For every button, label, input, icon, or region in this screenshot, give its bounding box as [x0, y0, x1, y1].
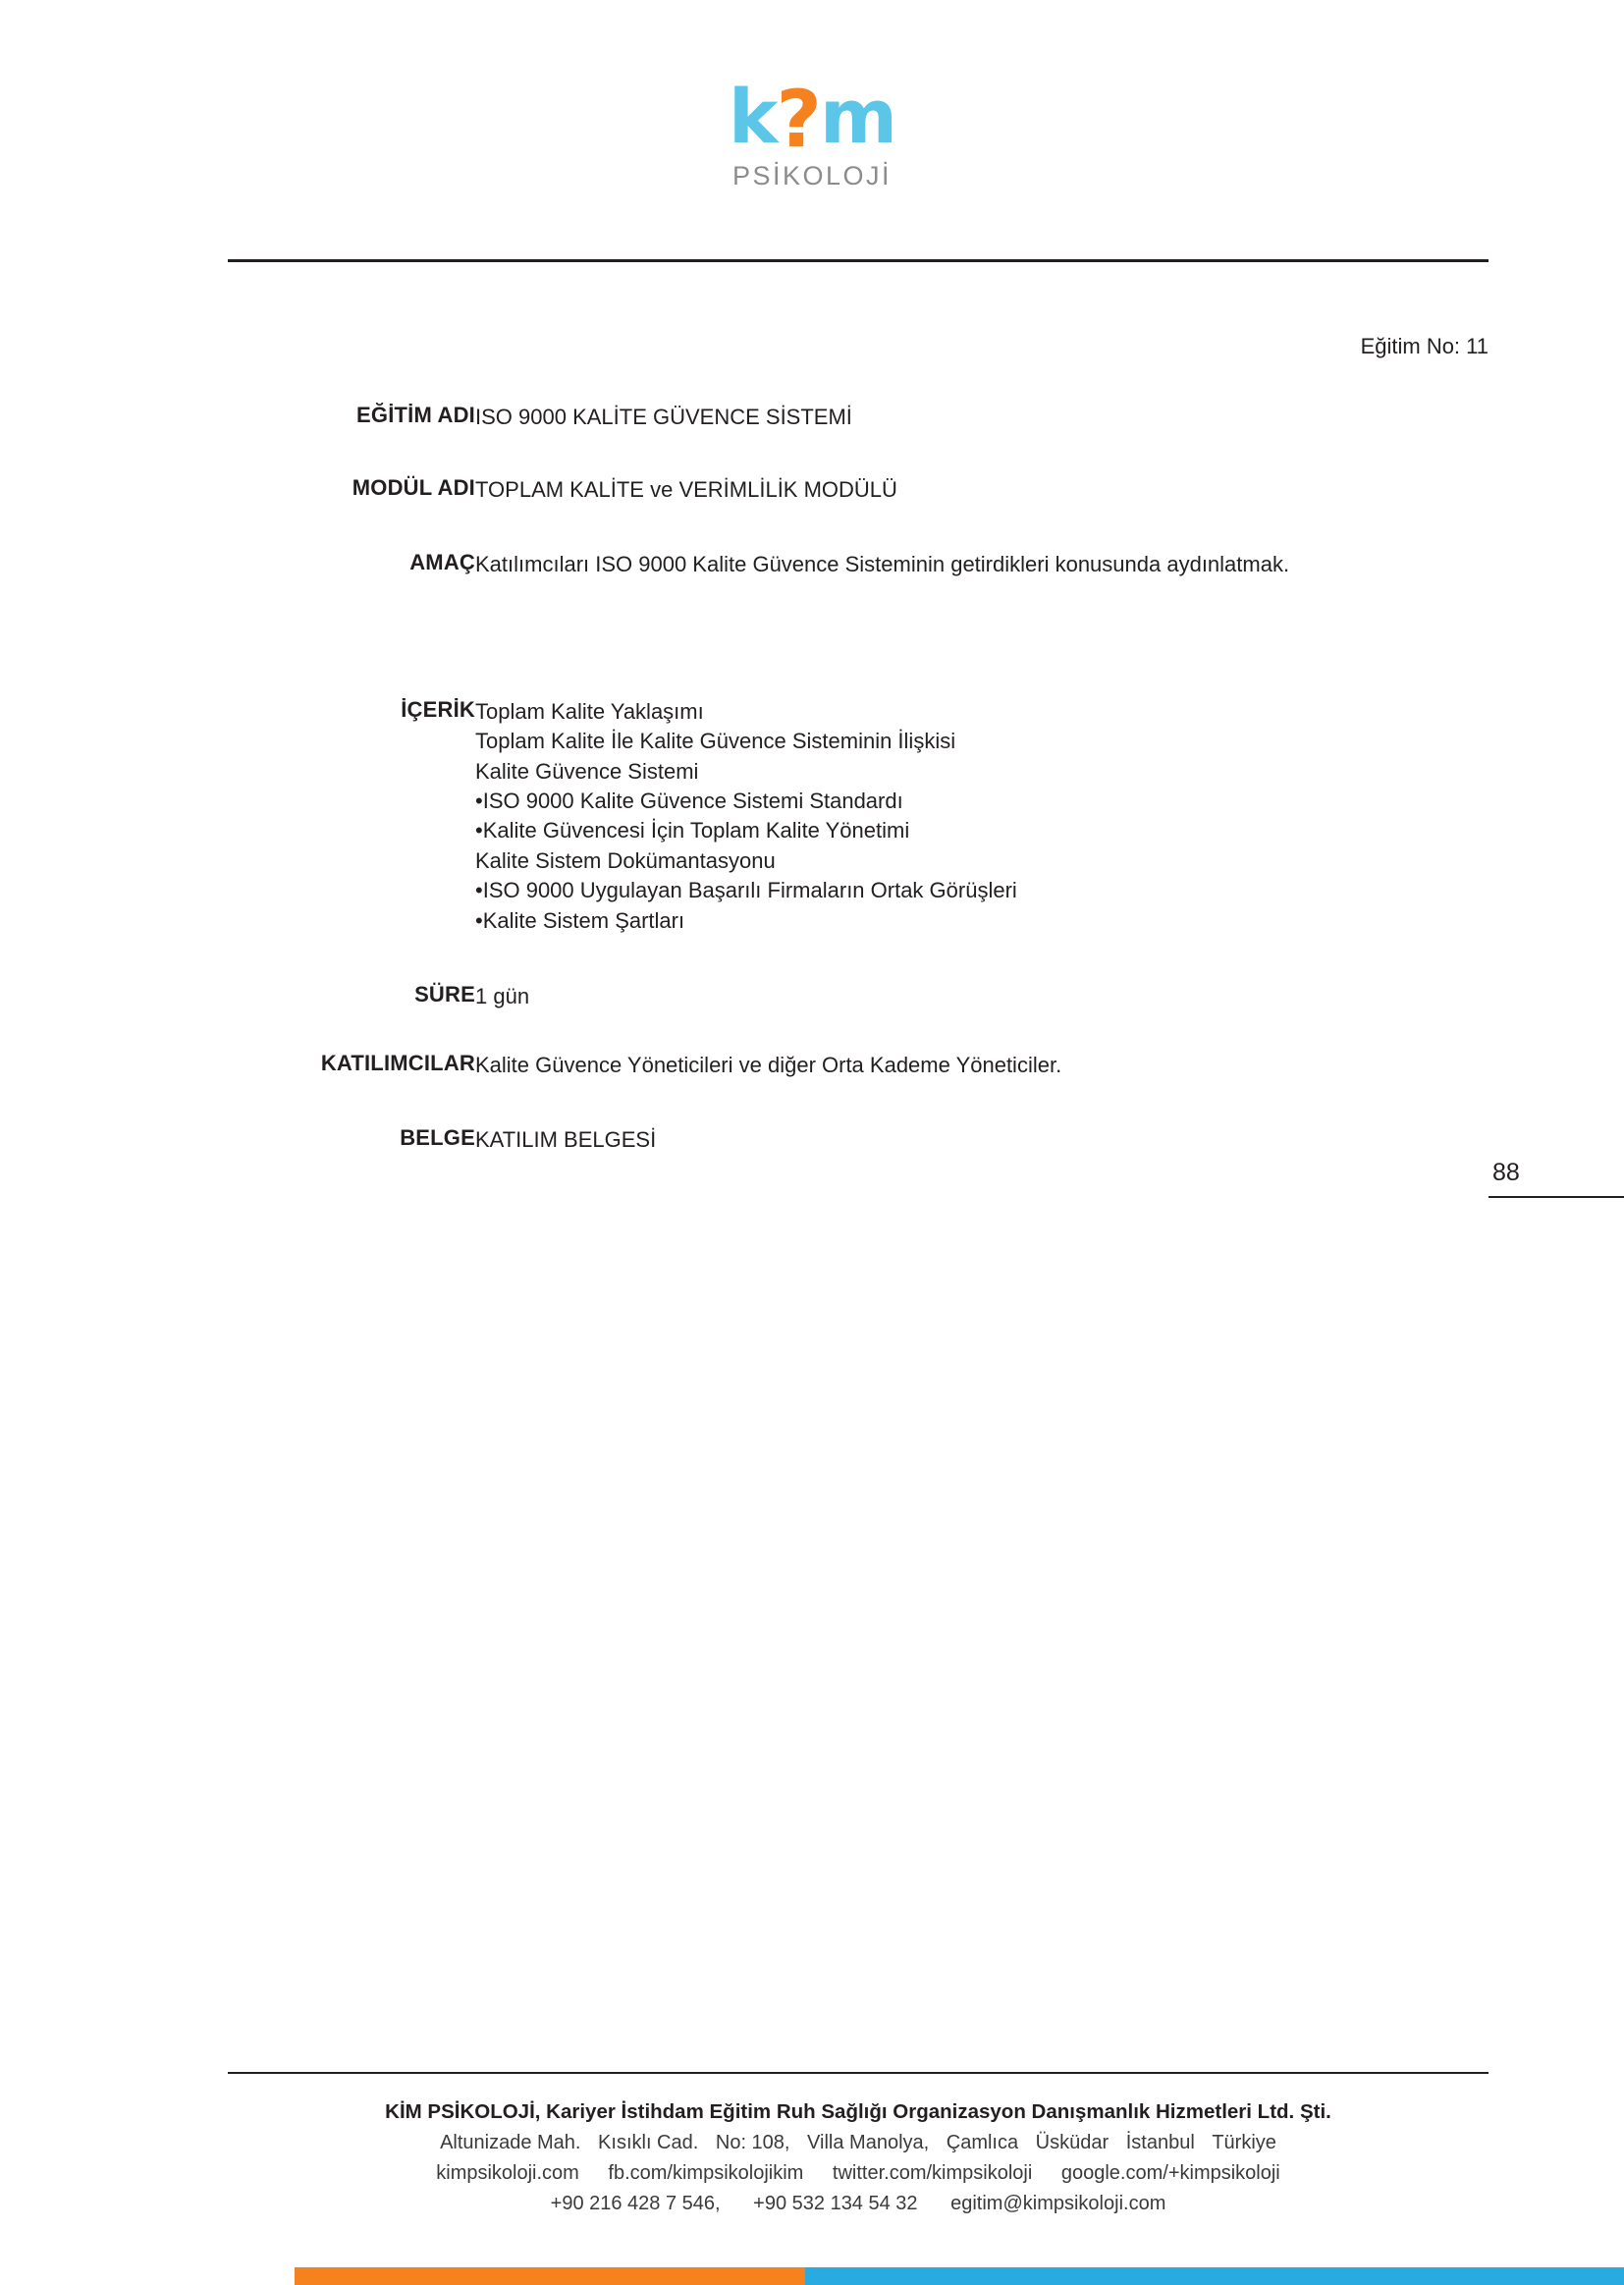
bar-segment-orange: [295, 2267, 805, 2285]
footer-link-website[interactable]: kimpsikoloji.com: [436, 2161, 579, 2184]
footer-phone-1: +90 216 428 7 546,: [550, 2192, 721, 2214]
table-row-egitim-adi: [228, 403, 1489, 475]
label-icerik: İÇERİK: [401, 697, 475, 722]
footer-address-part: Altunizade Mah.: [440, 2131, 581, 2153]
label-sure: SÜRE: [414, 982, 475, 1006]
label-katilimcilar: KATILIMCILAR: [320, 1051, 475, 1075]
value-modul-adi: TOPLAM KALİTE ve VERİMLİLİK MODÜLÜ: [475, 477, 897, 502]
icerik-line: •ISO 9000 Kalite Güvence Sistemi Standardı: [475, 789, 903, 814]
label-amac: AMAÇ: [409, 550, 475, 574]
logo-letter-k: k: [728, 73, 777, 160]
table-row-belge: [228, 1125, 1489, 1184]
icerik-line: •ISO 9000 Uygulayan Başarılı Firmaların Ortak Görüşleri: [475, 878, 1017, 903]
table-row-modul-adi: [228, 475, 1489, 550]
value-egitim-adi: ISO 9000 KALİTE GÜVENCE SİSTEMİ: [475, 405, 852, 429]
icerik-line: •Kalite Sistem Şartları: [475, 907, 685, 933]
icerik-line: Kalite Güvence Sistemi: [475, 758, 699, 784]
footer-link-twitter[interactable]: twitter.com/kimpsikoloji: [832, 2161, 1033, 2184]
footer-address-part: Türkiye: [1212, 2131, 1276, 2153]
footer-link-google[interactable]: google.com/+kimpsikoloji: [1060, 2161, 1280, 2184]
icerik-line: Toplam Kalite Yaklaşımı: [475, 699, 704, 724]
value-sure: 1 gün: [475, 984, 530, 1008]
bottom-color-bar: [0, 2267, 1624, 2285]
logo-subtitle: PSİKOLOJİ: [731, 161, 893, 190]
footer-contact: [228, 2189, 1489, 2219]
footer-email[interactable]: egitim@kimpsikoloji.com: [950, 2192, 1166, 2214]
footer-link-facebook[interactable]: fb.com/kimpsikolojikim: [608, 2161, 804, 2184]
footer-company: KİM PSİKOLOJİ, Kariyer İstihdam Eğitim Ruh Sağlığı Organizasyon Danışmanlık Hizmetleri Ltd. Şti.: [385, 2100, 1331, 2123]
bar-segment-blue: [805, 2267, 1624, 2285]
icerik-line: •Kalite Güvencesi İçin Toplam Kalite Yönetimi: [475, 818, 910, 843]
logo-wordmark: [728, 73, 896, 165]
footer-address-part: Villa Manolya,: [807, 2131, 930, 2153]
table-row-icerik: [228, 697, 1489, 982]
value-amac: Katılımcıları ISO 9000 Kalite Güvence Sisteminin getirdikleri konusunda aydınlatmak.: [475, 552, 1290, 576]
page-number: 88: [1492, 1159, 1520, 1186]
brand-logo: [0, 73, 1624, 190]
value-belge: KATILIM BELGESİ: [475, 1127, 657, 1152]
header-divider: [228, 259, 1489, 262]
footer-web-links: [228, 2158, 1489, 2189]
table-row-katilimcilar: [228, 1051, 1489, 1125]
footer-address-part: No: 108,: [715, 2131, 790, 2153]
footer-divider: [228, 2072, 1489, 2074]
training-details-table: [228, 403, 1489, 1184]
table-row-sure: [228, 982, 1489, 1051]
label-modul-adi: MODÜL ADI: [352, 475, 475, 500]
page-footer: [228, 2096, 1489, 2219]
icerik-line: Kalite Sistem Dokümantasyonu: [475, 847, 776, 873]
value-icerik: [475, 697, 1489, 982]
footer-address-part: İstanbul: [1125, 2131, 1195, 2153]
footer-address-part: Üsküdar: [1035, 2131, 1110, 2153]
table-row-amac: [228, 550, 1489, 697]
logo-lockup: [728, 73, 896, 190]
footer-address: [228, 2128, 1489, 2158]
value-katilimcilar: Kalite Güvence Yöneticileri ve diğer Orta Kademe Yöneticiler.: [475, 1053, 1062, 1077]
footer-phone-2: +90 532 134 54 32: [753, 2192, 918, 2214]
icerik-line: Toplam Kalite İle Kalite Güvence Sisteminin İlişkisi: [475, 729, 956, 754]
footer-address-part: Çamlıca: [946, 2131, 1019, 2153]
label-belge: BELGE: [400, 1125, 475, 1150]
logo-letter-m: m: [819, 73, 896, 160]
logo-question-mark: ?: [776, 74, 820, 165]
footer-address-part: Kısıklı Cad.: [598, 2131, 699, 2153]
page-number-divider: [1489, 1196, 1624, 1198]
bar-segment-white: [0, 2267, 295, 2285]
label-egitim-adi: EĞİTİM ADI: [356, 403, 475, 427]
training-number: Eğitim No: 11: [1360, 334, 1489, 358]
